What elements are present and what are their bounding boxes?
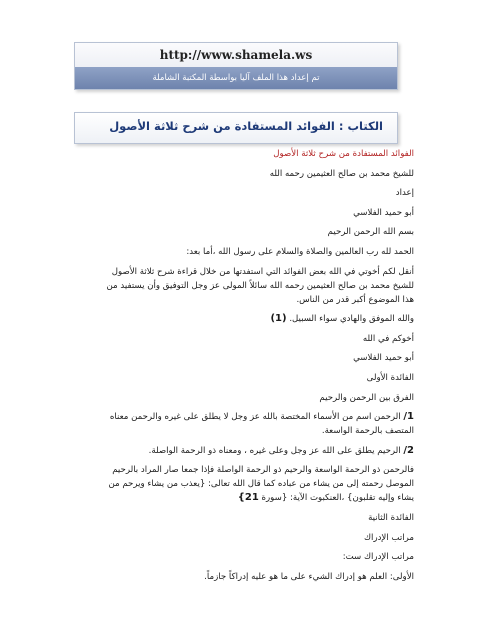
footnote-marker[interactable]: (1) [270,313,287,325]
point-number: 2/ [403,444,414,456]
verse-reference-line: يشاء وإليه تقلبون} ،العنكبوت الآية: {سورة 21} [237,492,414,504]
section-subheading: مراتب الإدراك [363,532,414,543]
basmala: بسم الله الرحمن الرحيم [327,227,414,238]
section-subheading: الفرق بين الرحمن والرحيم [319,392,414,403]
point-line [70,411,414,423]
prepared-label: إعداد [395,188,414,199]
signature-name: أبو حميد الفلاسي [353,353,414,364]
point-text: الرحمن اسم من الأسماء المختصة بالله عز وجل لا يطلق على غيره والرحمن معناه [109,412,401,423]
book-title: الكتاب : الفوائد المستفادة من شرح ثلاثة الأصول [109,119,383,133]
work-title: الفوائد المستفادة من شرح ثلاثة الأصول [273,149,414,159]
paragraph-line: هذا الموضوع أكبر قدر من الناس. [296,294,414,305]
site-header [74,42,398,90]
site-url[interactable]: http://www.shamela.ws [75,43,397,67]
verse-text: يشاء وإليه تقلبون} ،العنكبوت الآية: {سورة [261,493,414,504]
paragraph-line: فالرحمن ذو الرحمة الواسعة والرحيم ذو الرحمة الواصلة فإذا جمعا صار المراد بالرحيم [112,465,414,476]
point-number: 1/ [403,411,414,423]
signature-line: أخوكم في الله [362,333,414,344]
closing-line [70,313,414,325]
paragraph-line: المتصف بالرحمة الواسعة. [321,426,414,437]
paragraph-line: للشيخ محمد بن صالح العثيمين رحمه الله سائلاً المولى عز وجل التوفيق وأن يستفيد من [106,280,414,291]
point-text: الرحيم يطلق على الله عز وجل وعلى غيره ، ومعناه ذو الرحمة الواصلة. [148,445,401,456]
intro-line: الحمد لله رب العالمين والصلاة والسلام على رسول الله ،أما بعد: [186,246,414,257]
document-body [70,148,414,590]
preparer-name: أبو حميد الفلاسي [353,207,414,218]
point-line [70,445,414,457]
verse-number: 21 [244,492,259,504]
generated-notice: تم إعداد هذا الملف آليا بواسطة المكتبة الشاملة [75,67,397,89]
closing-text: والله الموفق والهادي سواء السبيل. [289,314,414,325]
paragraph-line: أنقل لكم أخوتي في الله بعض الفوائد التي استفدتها من خلال قراءة شرح ثلاثة الأصول [111,266,414,277]
author-line: للشيخ محمد بن صالح العثيمين رحمه الله [269,168,414,179]
book-title-box [74,112,398,144]
paragraph-line: الأولى: العلم هو إدراك الشيء على ما هو عليه إدراكاً جازماً. [204,571,414,582]
section-heading: الفائدة الأولى [366,372,414,383]
paragraph-line: مراتب الإدراك ست: [342,552,414,563]
paragraph-line: الموصل رحمته إلى من يشاء من عباده كما قال الله تعالى: {يعذب من يشاء ويرحم من [108,479,414,490]
section-heading: الفائدة الثانية [368,512,414,523]
